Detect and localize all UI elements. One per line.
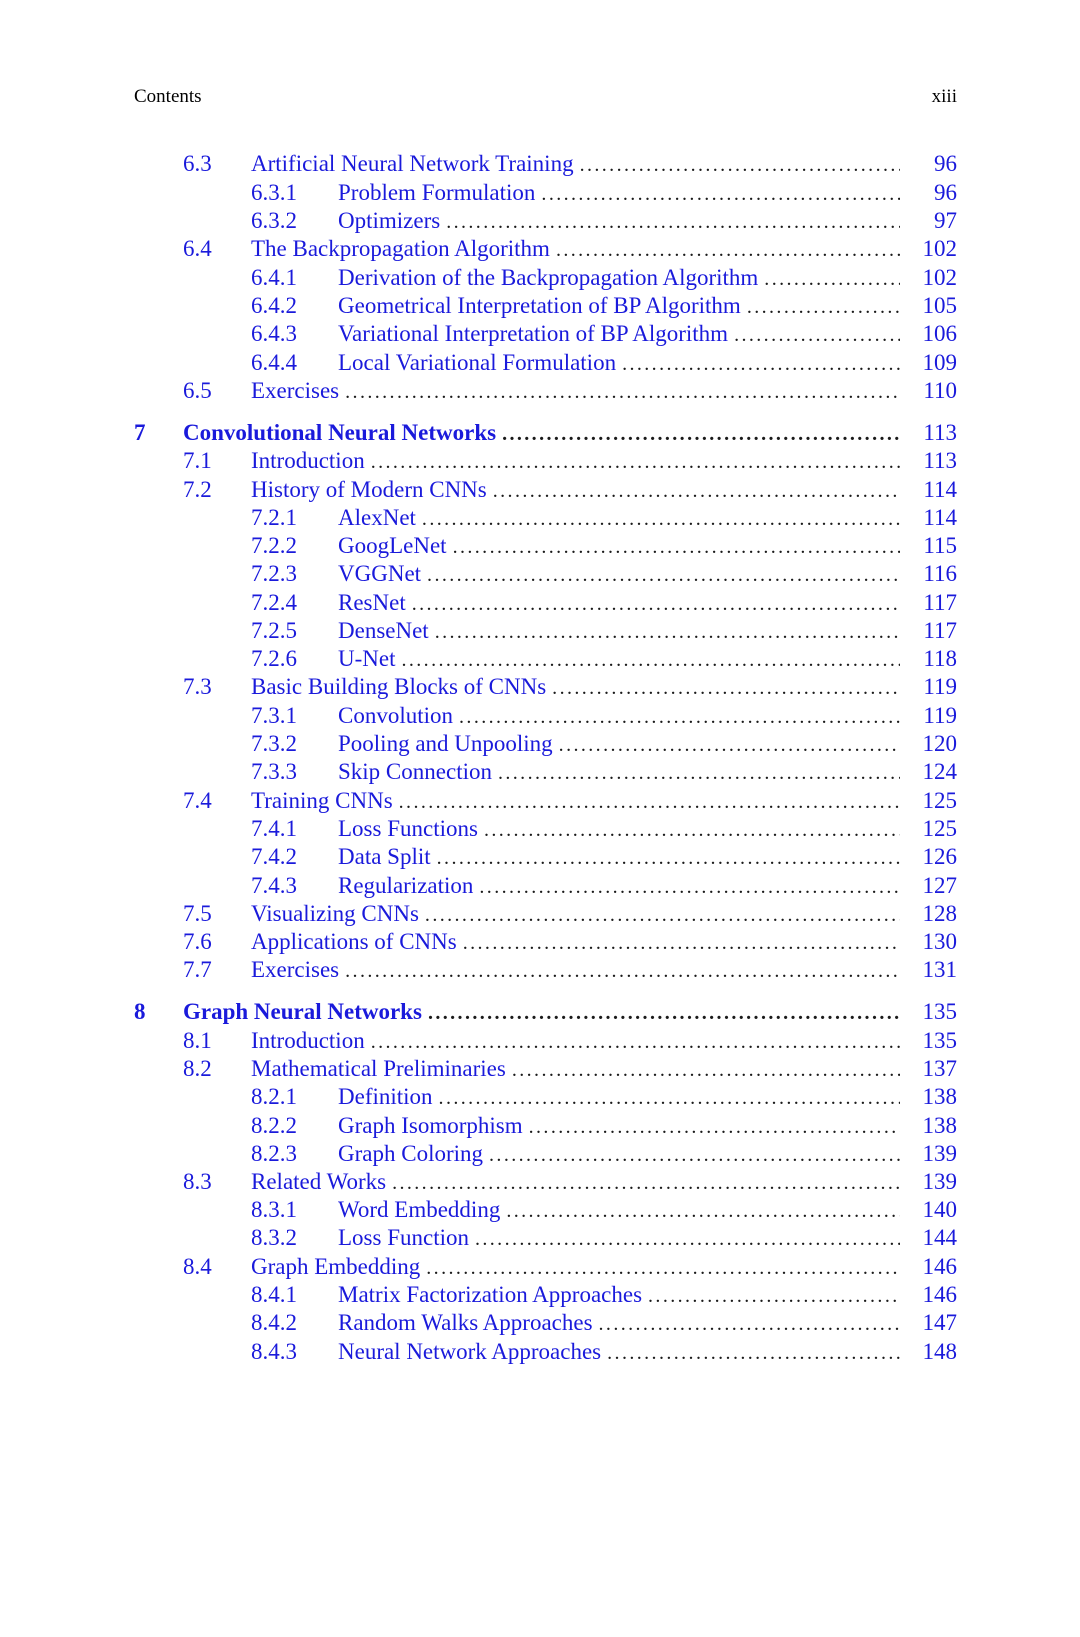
dot-leader — [489, 1140, 900, 1170]
dot-leader — [392, 1168, 900, 1198]
toc-entry-title[interactable]: Visualizing CNNs — [251, 899, 425, 929]
toc-entry-title-link[interactable] — [338, 559, 900, 590]
toc-entry[interactable] — [0, 1308, 1080, 1338]
toc-entry-number[interactable]: 7.2.4 — [251, 590, 297, 615]
toc-entry-title-link[interactable] — [251, 955, 900, 986]
toc-entry-title[interactable]: Mathematical Preliminaries — [251, 1054, 512, 1084]
toc-entry-title-link[interactable] — [338, 1337, 900, 1368]
toc-entry-title[interactable]: Related Works — [251, 1167, 392, 1197]
toc-entry-number[interactable]: 7.2.5 — [251, 618, 297, 643]
dot-leader — [459, 702, 900, 732]
toc-entry-title[interactable]: Neural Network Approaches — [338, 1337, 607, 1367]
toc-entry-number[interactable]: 8.3.1 — [251, 1197, 297, 1222]
toc-entry-title-link[interactable] — [251, 1167, 900, 1198]
dot-leader — [426, 1253, 900, 1283]
dot-leader — [648, 1281, 900, 1311]
toc-entry[interactable] — [0, 786, 1080, 816]
toc-entry-number[interactable]: 7.3.3 — [251, 759, 297, 784]
dot-leader — [484, 815, 900, 845]
toc-entry-title-link[interactable] — [251, 376, 900, 407]
toc-entry[interactable] — [0, 178, 1080, 208]
toc-entry[interactable] — [0, 1167, 1080, 1197]
dot-leader — [437, 843, 900, 873]
toc-entry[interactable] — [0, 1082, 1080, 1112]
toc-entry[interactable] — [0, 1111, 1080, 1141]
toc-entry[interactable] — [0, 672, 1080, 702]
toc-entry-title-link[interactable] — [338, 1111, 900, 1142]
toc-entry-title[interactable]: Regularization — [338, 871, 479, 901]
toc-entry-title-link[interactable] — [338, 1223, 900, 1254]
toc-entry-number[interactable]: 6.3 — [183, 151, 212, 176]
toc-entry-page[interactable]: 114 — [923, 477, 957, 502]
toc-entry-page[interactable]: 139 — [922, 1169, 957, 1194]
dot-leader — [559, 730, 900, 760]
dot-leader — [345, 956, 900, 986]
toc-entry-title-link[interactable] — [338, 842, 900, 873]
toc-entry-number[interactable]: 7.5 — [183, 901, 212, 926]
toc-entry-title[interactable]: The Backpropagation Algorithm — [251, 234, 556, 264]
dot-leader — [502, 419, 900, 449]
dot-leader — [428, 998, 900, 1028]
toc-entry-title[interactable]: U-Net — [338, 644, 401, 674]
toc-entry-page[interactable]: 109 — [922, 350, 957, 375]
toc-entry-title-link[interactable] — [338, 814, 900, 845]
toc-entry[interactable] — [0, 1337, 1080, 1367]
toc-entry-page[interactable]: 144 — [922, 1225, 957, 1250]
toc-entry[interactable] — [0, 701, 1080, 731]
toc-entry-number[interactable]: 6.3.1 — [251, 180, 297, 205]
toc-entry-page[interactable]: 124 — [922, 759, 957, 784]
dot-leader — [541, 179, 900, 209]
toc-entry-number[interactable]: 7.4 — [183, 788, 212, 813]
dot-leader — [475, 1224, 900, 1254]
toc-entry-number[interactable]: 7.2.3 — [251, 561, 297, 586]
dot-leader — [552, 673, 900, 703]
toc-entry-title[interactable]: Introduction — [251, 446, 371, 476]
toc-entry-number[interactable]: 7.4.3 — [251, 873, 297, 898]
dot-leader — [463, 928, 900, 958]
dot-leader — [607, 1338, 900, 1368]
toc-entry-title-link[interactable] — [338, 263, 900, 294]
dot-leader — [345, 377, 900, 407]
toc-entry-title-link[interactable] — [251, 786, 900, 817]
toc-entry[interactable] — [0, 531, 1080, 561]
toc-entry-number[interactable]: 6.4.4 — [251, 350, 297, 375]
toc-entry-number[interactable]: 8.4.1 — [251, 1282, 297, 1307]
toc-entry-page[interactable]: 148 — [922, 1339, 957, 1364]
toc-entry-title[interactable]: Word Embedding — [338, 1195, 506, 1225]
toc-entry-page[interactable]: 120 — [922, 731, 957, 756]
toc-entry-page[interactable]: 114 — [923, 505, 957, 530]
dot-leader — [425, 900, 900, 930]
toc-entry-title[interactable]: Pooling and Unpooling — [338, 729, 559, 759]
toc-entry[interactable] — [0, 291, 1080, 321]
toc-entry-title[interactable]: Data Split — [338, 842, 437, 872]
toc-entry-title[interactable]: Exercises — [251, 955, 345, 985]
toc-entry[interactable] — [0, 955, 1080, 985]
toc-entry[interactable] — [0, 588, 1080, 618]
toc-entry[interactable] — [0, 1280, 1080, 1310]
toc-entry[interactable] — [0, 729, 1080, 759]
dot-leader — [427, 560, 900, 590]
toc-entry-title-link[interactable] — [251, 475, 900, 506]
toc-entry-title[interactable]: GoogLeNet — [338, 531, 453, 561]
toc-entry[interactable] — [0, 1139, 1080, 1169]
toc-entry-page[interactable]: 113 — [923, 448, 957, 473]
toc-entry-title-link[interactable] — [251, 1252, 900, 1283]
toc-entry-page[interactable]: 106 — [922, 321, 957, 346]
toc-entry-title[interactable]: Graph Isomorphism — [338, 1111, 529, 1141]
toc-entry-number[interactable]: 8.4.2 — [251, 1310, 297, 1335]
toc-entry-title-link[interactable] — [251, 234, 900, 265]
toc-entry-title-link[interactable] — [183, 418, 900, 449]
toc-entry-number[interactable]: 7.2.1 — [251, 505, 297, 530]
toc-entry-title-link[interactable] — [251, 899, 900, 930]
toc-entry-number[interactable]: 7.7 — [183, 957, 212, 982]
toc-entry-title-link[interactable] — [338, 531, 900, 562]
toc-entry[interactable] — [0, 1026, 1080, 1056]
toc-entry-title[interactable]: Basic Building Blocks of CNNs — [251, 672, 552, 702]
toc-entry-page[interactable]: 147 — [922, 1310, 957, 1335]
toc-entry-title-link[interactable] — [251, 1026, 900, 1057]
toc-entry[interactable] — [0, 263, 1080, 293]
toc-entry-number[interactable]: 8 — [134, 999, 146, 1024]
toc-entry-page[interactable]: 140 — [922, 1197, 957, 1222]
toc-entry-title[interactable]: Geometrical Interpretation of BP Algorithm — [338, 291, 747, 321]
toc-entry[interactable] — [0, 899, 1080, 929]
toc-entry-page[interactable]: 127 — [922, 873, 957, 898]
toc-entry[interactable] — [0, 814, 1080, 844]
toc-entry-title[interactable]: Derivation of the Backpropagation Algorithm — [338, 263, 764, 293]
running-head — [134, 86, 957, 110]
toc-entry-number[interactable]: 7.4.1 — [251, 816, 297, 841]
toc-entry[interactable] — [0, 376, 1080, 406]
toc-entry-page[interactable]: 97 — [934, 208, 957, 233]
toc-entry-title[interactable]: DenseNet — [338, 616, 435, 646]
dot-leader — [747, 292, 900, 322]
toc-entry-title-link[interactable] — [338, 291, 900, 322]
dot-leader — [734, 320, 900, 350]
running-head-title: Contents — [134, 86, 202, 107]
toc-entry-title[interactable]: Random Walks Approaches — [338, 1308, 599, 1338]
toc-entry-number[interactable]: 6.4.1 — [251, 265, 297, 290]
toc-entry-page[interactable]: 117 — [923, 618, 957, 643]
dot-leader — [453, 532, 900, 562]
toc-entry-page[interactable]: 118 — [923, 646, 957, 671]
toc-entry-title[interactable]: Matrix Factorization Approaches — [338, 1280, 648, 1310]
toc-entry-title[interactable]: Convolution — [338, 701, 459, 731]
toc-entry-number[interactable]: 7.3.2 — [251, 731, 297, 756]
toc-entry-page[interactable]: 135 — [922, 1028, 957, 1053]
toc-entry-title-link[interactable] — [251, 149, 900, 180]
toc-entry-title[interactable]: Training CNNs — [251, 786, 399, 816]
toc-entry-number[interactable]: 8.4 — [183, 1254, 212, 1279]
toc-entry-title[interactable]: ResNet — [338, 588, 412, 618]
toc-entry[interactable] — [0, 348, 1080, 378]
dot-leader — [493, 476, 900, 506]
toc-entry-page[interactable]: 139 — [922, 1141, 957, 1166]
toc-entry[interactable] — [0, 616, 1080, 646]
toc-entry-page[interactable]: 125 — [922, 816, 957, 841]
dot-leader — [599, 1309, 900, 1339]
dot-leader — [506, 1196, 900, 1226]
toc-entry-title[interactable]: Problem Formulation — [338, 178, 541, 208]
toc-entry-page[interactable]: 146 — [922, 1282, 957, 1307]
dot-leader — [422, 504, 900, 534]
toc-entry-number[interactable]: 8.2.2 — [251, 1113, 297, 1138]
toc-entry-title[interactable]: Variational Interpretation of BP Algorithm — [338, 319, 734, 349]
toc-entry[interactable] — [0, 234, 1080, 264]
toc-entry-title[interactable]: Local Variational Formulation — [338, 348, 622, 378]
toc-entry-number[interactable]: 8.3 — [183, 1169, 212, 1194]
toc-entry-page[interactable]: 138 — [922, 1113, 957, 1138]
toc-entry-title[interactable]: Optimizers — [338, 206, 446, 236]
toc-entry-title-link[interactable] — [338, 588, 900, 619]
toc-entry-page[interactable]: 119 — [923, 674, 957, 699]
toc-entry-page[interactable]: 130 — [922, 929, 957, 954]
toc-entry-title[interactable]: Applications of CNNs — [251, 927, 463, 957]
dot-leader — [412, 589, 900, 619]
toc-entry-title-link[interactable] — [338, 178, 900, 209]
dot-leader — [371, 1027, 900, 1057]
toc-entry[interactable] — [0, 559, 1080, 589]
dot-leader — [479, 872, 900, 902]
toc-entry-number[interactable]: 7 — [134, 420, 146, 445]
toc-entry-number[interactable]: 7.1 — [183, 448, 212, 473]
toc-entry-page[interactable]: 102 — [922, 236, 957, 261]
toc-entry-title-link[interactable] — [338, 616, 900, 647]
toc-entry-page[interactable]: 135 — [922, 999, 957, 1024]
toc-entry-title-link[interactable] — [338, 319, 900, 350]
toc-entry-page[interactable]: 105 — [922, 293, 957, 318]
toc-entry[interactable] — [0, 319, 1080, 349]
dot-leader — [764, 264, 900, 294]
dot-leader — [435, 617, 900, 647]
toc-entry[interactable] — [0, 757, 1080, 787]
toc-entry-page[interactable]: 126 — [922, 844, 957, 869]
toc-entry[interactable] — [0, 1223, 1080, 1253]
toc-entry-title[interactable]: Definition — [338, 1082, 439, 1112]
toc-entry-title[interactable]: Loss Functions — [338, 814, 484, 844]
toc-entry-title-link[interactable] — [251, 446, 900, 477]
toc-entry-number[interactable]: 7.3.1 — [251, 703, 297, 728]
toc-entry-page[interactable]: 96 — [934, 180, 957, 205]
toc-entry-number[interactable]: 8.2.3 — [251, 1141, 297, 1166]
dot-leader — [512, 1055, 900, 1085]
toc-entry-number[interactable]: 6.4.3 — [251, 321, 297, 346]
toc-entry-page[interactable]: 102 — [922, 265, 957, 290]
toc-entry-number[interactable]: 8.2.1 — [251, 1084, 297, 1109]
toc-entry-title-link[interactable] — [338, 701, 900, 732]
toc-entry-title[interactable]: Exercises — [251, 376, 345, 406]
toc-entry-title-link[interactable] — [251, 1054, 900, 1085]
toc-entry-number[interactable]: 7.2 — [183, 477, 212, 502]
toc-entry-number[interactable]: 8.3.2 — [251, 1225, 297, 1250]
toc-chapter-entry[interactable] — [0, 418, 1080, 448]
toc-entry-title[interactable]: History of Modern CNNs — [251, 475, 493, 505]
toc-entry-number[interactable]: 7.2.2 — [251, 533, 297, 558]
toc-entry[interactable] — [0, 644, 1080, 674]
toc-entry-title-link[interactable] — [338, 644, 900, 675]
toc-entry[interactable] — [0, 1252, 1080, 1282]
toc-entry-title[interactable]: Skip Connection — [338, 757, 498, 787]
toc-entry[interactable] — [0, 446, 1080, 476]
toc-entry-page[interactable]: 113 — [923, 420, 957, 445]
toc-entry-title[interactable]: Graph Coloring — [338, 1139, 489, 1169]
toc-entry-number[interactable]: 7.3 — [183, 674, 212, 699]
toc-entry-page[interactable]: 131 — [922, 957, 957, 982]
dot-leader — [401, 645, 900, 675]
toc-entry-title-link[interactable] — [251, 672, 900, 703]
toc-entry-page[interactable]: 125 — [922, 788, 957, 813]
toc-entry-number[interactable]: 6.4.2 — [251, 293, 297, 318]
toc-entry[interactable] — [0, 475, 1080, 505]
toc-entry-number[interactable]: 7.2.6 — [251, 646, 297, 671]
page-number: xiii — [931, 86, 957, 107]
toc-entry-title-link[interactable] — [338, 757, 900, 788]
dot-leader — [439, 1083, 900, 1113]
toc-entry-title-link[interactable] — [251, 927, 900, 958]
toc-entry-title[interactable]: VGGNet — [338, 559, 427, 589]
toc-entry-title-link[interactable] — [338, 348, 900, 379]
toc-entry-title-link[interactable] — [338, 1139, 900, 1170]
toc-entry-title[interactable]: Graph Embedding — [251, 1252, 426, 1282]
toc-entry[interactable] — [0, 871, 1080, 901]
toc-entry-page[interactable]: 117 — [923, 590, 957, 615]
toc-entry-title-link[interactable] — [183, 997, 900, 1028]
toc-entry-number[interactable]: 8.1 — [183, 1028, 212, 1053]
toc-entry-title-link[interactable] — [338, 1280, 900, 1311]
toc-entry-title-link[interactable] — [338, 729, 900, 760]
toc-entry-title-link[interactable] — [338, 871, 900, 902]
toc-entry-page[interactable]: 128 — [922, 901, 957, 926]
toc-entry-page[interactable]: 110 — [923, 378, 957, 403]
dot-leader — [580, 150, 900, 180]
toc-entry-page[interactable]: 96 — [934, 151, 957, 176]
toc-entry-title-link[interactable] — [338, 503, 900, 534]
toc-entry-title-link[interactable] — [338, 1308, 900, 1339]
toc-entry[interactable] — [0, 206, 1080, 236]
toc-entry-number[interactable]: 7.6 — [183, 929, 212, 954]
toc-entry-number[interactable]: 8.4.3 — [251, 1339, 297, 1364]
dot-leader — [556, 235, 900, 265]
toc-entry[interactable] — [0, 1195, 1080, 1225]
toc-entry-title[interactable]: Loss Function — [338, 1223, 475, 1253]
toc-entry-page[interactable]: 115 — [923, 533, 957, 558]
dot-leader — [446, 207, 900, 237]
toc-entry-number[interactable]: 7.4.2 — [251, 844, 297, 869]
dot-leader — [371, 447, 900, 477]
toc-entry[interactable] — [0, 1054, 1080, 1084]
dot-leader — [622, 349, 900, 379]
toc-entry-page[interactable]: 119 — [923, 703, 957, 728]
toc-entry-number[interactable]: 6.4 — [183, 236, 212, 261]
toc-entry-page[interactable]: 137 — [922, 1056, 957, 1081]
toc-entry-number[interactable]: 6.5 — [183, 378, 212, 403]
dot-leader — [529, 1112, 900, 1142]
toc-entry[interactable] — [0, 842, 1080, 872]
toc-entry-title-link[interactable] — [338, 1195, 900, 1226]
toc-entry[interactable] — [0, 927, 1080, 957]
toc-entry[interactable] — [0, 149, 1080, 179]
toc-entry-page[interactable]: 138 — [922, 1084, 957, 1109]
toc-entry-title-link[interactable] — [338, 1082, 900, 1113]
toc-entry-title[interactable]: AlexNet — [338, 503, 422, 533]
toc-entry-title[interactable]: Convolutional Neural Networks — [183, 418, 502, 448]
toc-chapter-entry[interactable] — [0, 997, 1080, 1027]
toc-entry-page[interactable]: 116 — [923, 561, 957, 586]
toc-entry[interactable] — [0, 503, 1080, 533]
toc-entry-title[interactable]: Artificial Neural Network Training — [251, 149, 580, 179]
toc-entry-title[interactable]: Introduction — [251, 1026, 371, 1056]
toc-entry-page[interactable]: 146 — [922, 1254, 957, 1279]
toc-entry-title[interactable]: Graph Neural Networks — [183, 997, 428, 1027]
dot-leader — [399, 787, 900, 817]
toc-entry-title-link[interactable] — [338, 206, 900, 237]
toc-entry-number[interactable]: 8.2 — [183, 1056, 212, 1081]
dot-leader — [498, 758, 900, 788]
toc-entry-number[interactable]: 6.3.2 — [251, 208, 297, 233]
